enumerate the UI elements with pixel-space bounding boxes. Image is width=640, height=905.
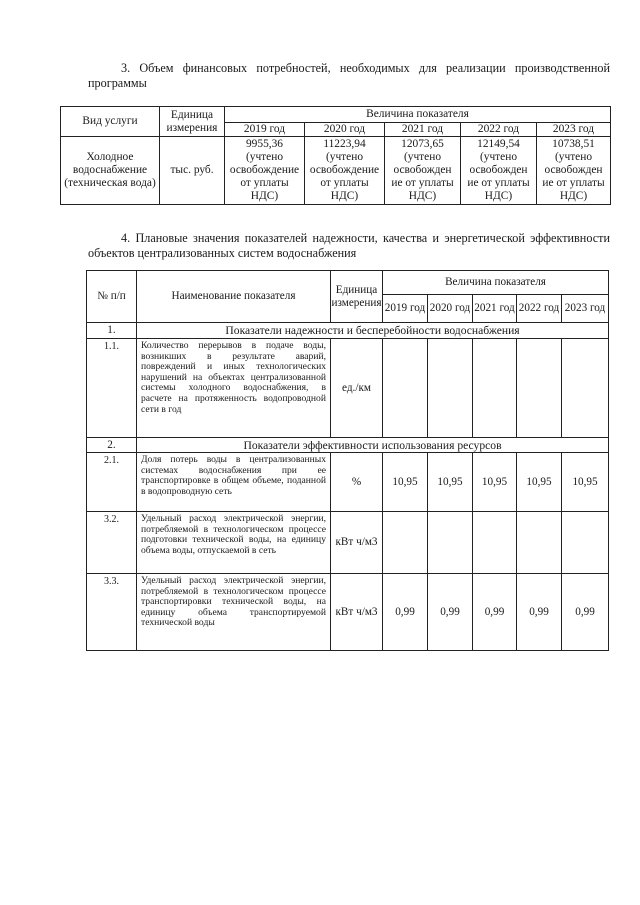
t1-value-cell: 11223,94 (учтено освобождение от уплаты НДС)	[305, 137, 385, 205]
t2-row-value: 0,99	[383, 574, 428, 651]
t2-row-value	[473, 512, 517, 574]
t1-value-cell: 10738,51 (учтено освобожден ие от уплаты НДС)	[537, 137, 611, 205]
t2-row-value	[517, 339, 562, 438]
t2-header-name: Наименование показателя	[137, 271, 331, 323]
t2-row-value	[517, 512, 562, 574]
t2-row-name: Доля потерь воды в централизованных системах водоснабжения при ее транспортировке в общем объеме, поданной в водопроводную сеть	[137, 453, 331, 512]
t2-row-num: 2.1.	[87, 453, 137, 512]
t2-year: 2023 год	[562, 295, 609, 323]
t2-row-value: 0,99	[517, 574, 562, 651]
t2-row-value	[562, 339, 609, 438]
t2-row-value: 10,95	[473, 453, 517, 512]
t2-row-value: 10,95	[428, 453, 473, 512]
t1-year: 2020 год	[305, 123, 385, 137]
section3-heading	[88, 61, 610, 91]
t1-year: 2023 год	[537, 123, 611, 137]
t2-row-num: 3.2.	[87, 512, 137, 574]
t2-header-num: № п/п	[87, 271, 137, 323]
t1-year: 2021 год	[385, 123, 461, 137]
t2-row-num: 1.1.	[87, 339, 137, 438]
t2-year: 2019 год	[383, 295, 428, 323]
t2-section-num: 2.	[87, 438, 137, 453]
t2-year: 2020 год	[428, 295, 473, 323]
t2-section-title: Показатели эффективности использования ресурсов	[137, 438, 609, 453]
t1-year: 2022 год	[461, 123, 537, 137]
t1-value-cell: 12149,54 (учтено освобожден ие от уплаты НДС)	[461, 137, 537, 205]
t1-header-unit: Единица измерения	[160, 107, 225, 137]
t2-row-value: 0,99	[473, 574, 517, 651]
t2-row-value	[473, 339, 517, 438]
t2-row-value: 10,95	[562, 453, 609, 512]
t1-year: 2019 год	[225, 123, 305, 137]
t2-section-num: 1.	[87, 323, 137, 339]
section4-heading-text: 4. Плановые значения показателей надежности, качества и энергетической эффективности объектов централизованных систем водоснабжения	[88, 231, 610, 260]
t1-service-cell: Холодное водоснабжение (техническая вода)	[61, 137, 160, 205]
t2-row-name: Количество перерывов в подаче воды, возникших в результате аварий, повреждений и иных технологических нарушений на объектах централизованной системы холодного водоснабжения, в расчете на протяженность водопроводной сети в год	[137, 339, 331, 438]
section4-heading	[88, 231, 610, 261]
t2-header-unit: Единица измерения	[331, 271, 383, 323]
t1-unit-cell: тыс. руб.	[160, 137, 225, 205]
t2-year: 2022 год	[517, 295, 562, 323]
t1-value-cell: 9955,36 (учтено освобождение от уплаты НДС)	[225, 137, 305, 205]
t2-row-num: 3.3.	[87, 574, 137, 651]
reliability-indicators-table	[86, 270, 609, 651]
t2-row-value	[383, 512, 428, 574]
t2-row-value	[383, 339, 428, 438]
t2-row-value	[428, 512, 473, 574]
t2-year: 2021 год	[473, 295, 517, 323]
t2-row-name: Удельный расход электрической энергии, потребляемой в технологическом процессе подготовки технической воды, на единицу объема воды, отпускаемой в сеть	[137, 512, 331, 574]
t2-row-unit: кВт ч/м3	[331, 574, 383, 651]
t2-row-unit: ед./км	[331, 339, 383, 438]
t1-header-value: Величина показателя	[225, 107, 611, 123]
t2-section-title: Показатели надежности и бесперебойности водоснабжения	[137, 323, 609, 339]
t2-row-value: 0,99	[428, 574, 473, 651]
section3-heading-text: 3. Объем финансовых потребностей, необходимых для реализации производственной программы	[88, 61, 610, 90]
t2-row-name: Удельный расход электрической энергии, потребляемой в технологическом процессе транспортировки технической воды, на единицу объема транспортируемой технической воды	[137, 574, 331, 651]
t2-row-value	[562, 512, 609, 574]
t2-row-value: 10,95	[517, 453, 562, 512]
t2-header-value: Величина показателя	[383, 271, 609, 295]
t2-row-value: 10,95	[383, 453, 428, 512]
t2-row-unit: %	[331, 453, 383, 512]
t1-header-service: Вид услуги	[61, 107, 160, 137]
t2-row-value: 0,99	[562, 574, 609, 651]
t1-value-cell: 12073,65 (учтено освобожден ие от уплаты НДС)	[385, 137, 461, 205]
financial-needs-table	[60, 106, 611, 205]
t2-row-unit: кВт ч/м3	[331, 512, 383, 574]
t2-row-value	[428, 339, 473, 438]
